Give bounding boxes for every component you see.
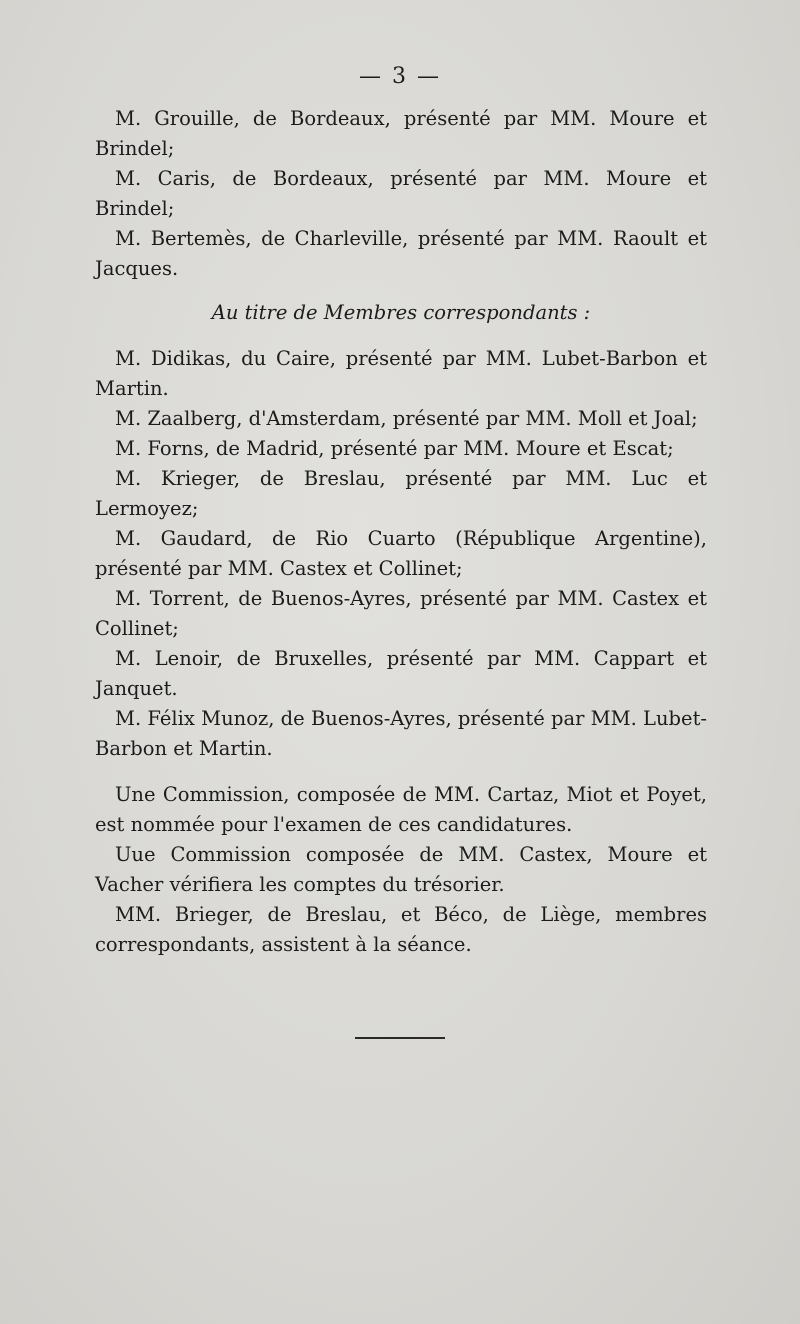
paragraph-grouille: M. Grouille, de Bordeaux, présenté par MM. Moure et Brindel; [95, 107, 707, 160]
paragraph-caris: M. Caris, de Bordeaux, présenté par MM. Moure et Brindel; [95, 167, 707, 220]
paragraph-krieger: M. Krieger, de Breslau, présenté par MM. Luc et Lermoyez; [95, 467, 707, 520]
body-text [95, 104, 707, 960]
paragraph-commission-tresorier: Uue Commission composée de MM. Castex, Moure et Vacher vérifiera les comptes du trésorier. [95, 843, 707, 896]
paragraph-commission-candidatures: Une Commission, composée de MM. Cartaz, Miot et Poyet, est nommée pour l'examen de ces candidatures. [95, 783, 707, 836]
paragraph-didikas: M. Didikas, du Caire, présenté par MM. Lubet-Barbon et Martin. [95, 347, 707, 400]
paragraph-attendees: MM. Brieger, de Breslau, et Béco, de Liège, membres correspondants, assistent à la séance. [95, 903, 707, 956]
paragraph-gap [95, 764, 707, 780]
paragraph-gaudard: M. Gaudard, de Rio Cuarto (République Argentine), présenté par MM. Castex et Collinet; [95, 527, 707, 580]
paragraph-zaalberg: M. Zaalberg, d'Amsterdam, présenté par MM. Moll et Joal; [115, 407, 698, 430]
paragraph-lenoir: M. Lenoir, de Bruxelles, présenté par MM. Cappart et Janquet. [95, 647, 707, 700]
paragraph-torrent: M. Torrent, de Buenos-Ayres, présenté par MM. Castex et Collinet; [95, 587, 707, 640]
paragraph-bertemes: M. Bertemès, de Charleville, présenté par MM. Raoult et Jacques. [95, 227, 707, 280]
page-number: — 3 — [359, 64, 441, 89]
paragraph-munoz: M. Félix Munoz, de Buenos-Ayres, présenté par MM. Lubet-Barbon et Martin. [95, 707, 707, 760]
closing-rule [355, 1037, 445, 1039]
paragraph-forns: M. Forns, de Madrid, présenté par MM. Moure et Escat; [115, 437, 674, 460]
section-heading: Au titre de Membres correspondants : [211, 301, 591, 324]
